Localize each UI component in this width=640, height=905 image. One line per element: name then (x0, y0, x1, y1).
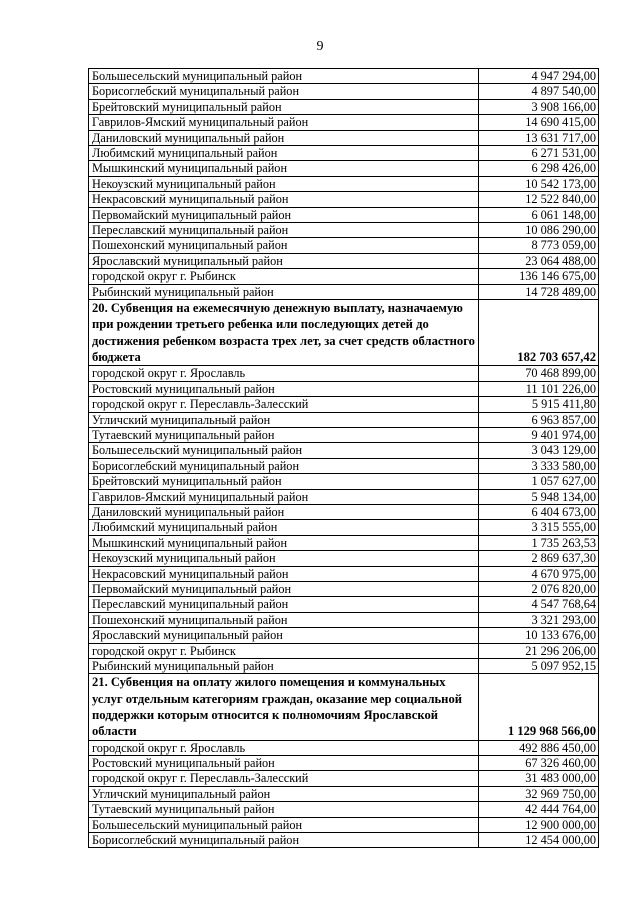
table-row (89, 397, 599, 412)
amount-value: 136 146 675,00 (479, 269, 599, 284)
municipality-name: городской округ г. Рыбинск (89, 643, 479, 658)
table-row (89, 366, 599, 381)
municipality-name: Любимский муниципальный район (89, 520, 479, 535)
amount-value: 14 690 415,00 (479, 115, 599, 130)
amount-value: 10 086 290,00 (479, 223, 599, 238)
municipality-name: Большесельский муниципальный район (89, 817, 479, 832)
amount-value: 23 064 488,00 (479, 253, 599, 268)
table-row (89, 535, 599, 550)
table-row (89, 833, 599, 848)
amount-value: 6 271 531,00 (479, 146, 599, 161)
amount-value: 4 547 768,64 (479, 597, 599, 612)
municipality-name: Тутаевский муниципальный район (89, 427, 479, 442)
amount-value: 10 542 173,00 (479, 176, 599, 191)
table-row (89, 115, 599, 130)
table-row (89, 253, 599, 268)
table-row (89, 427, 599, 442)
municipality-name: Мышкинский муниципальный район (89, 161, 479, 176)
section-title: 20. Субвенция на ежемесячную денежную выплату, назначаемую при рождении третьего ребенка или последующих детей до достижения ребенком возраста трех лет, за счет средств областного бюджета (89, 300, 479, 366)
municipality-name: Ярославский муниципальный район (89, 628, 479, 643)
municipality-name: Первомайский муниципальный район (89, 207, 479, 222)
municipality-name: Некоузский муниципальный район (89, 551, 479, 566)
municipality-name: Даниловский муниципальный район (89, 130, 479, 145)
table-row (89, 443, 599, 458)
municipality-name: Брейтовский муниципальный район (89, 99, 479, 114)
amount-value: 2 869 637,30 (479, 551, 599, 566)
amount-value: 10 133 676,00 (479, 628, 599, 643)
municipality-name: Ярославский муниципальный район (89, 253, 479, 268)
municipality-name: Большесельский муниципальный район (89, 69, 479, 84)
page-number: 9 (316, 39, 324, 54)
amount-value: 3 315 555,00 (479, 520, 599, 535)
table-row (89, 643, 599, 658)
amount-value: 14 728 489,00 (479, 284, 599, 299)
municipality-name: Рыбинский муниципальный район (89, 284, 479, 299)
municipality-name: Переславский муниципальный район (89, 597, 479, 612)
amount-value: 4 947 294,00 (479, 69, 599, 84)
municipality-name: Первомайский муниципальный район (89, 581, 479, 596)
table-row (89, 192, 599, 207)
table-row (89, 381, 599, 396)
table-row (89, 628, 599, 643)
section-heading-row (89, 674, 599, 740)
table-row (89, 597, 599, 612)
table-row (89, 786, 599, 801)
amount-value: 5 915 411,80 (479, 397, 599, 412)
amount-value: 3 908 166,00 (479, 99, 599, 114)
table-row (89, 176, 599, 191)
table-row (89, 84, 599, 99)
amount-value: 5 948 134,00 (479, 489, 599, 504)
amount-value: 3 321 293,00 (479, 612, 599, 627)
municipality-name: городской округ г. Ярославль (89, 740, 479, 755)
table-row (89, 412, 599, 427)
municipality-name: Угличский муниципальный район (89, 786, 479, 801)
municipality-name: Даниловский муниципальный район (89, 504, 479, 519)
amount-value: 12 522 840,00 (479, 192, 599, 207)
municipality-name: Переславский муниципальный район (89, 223, 479, 238)
table-row (89, 458, 599, 473)
table-row (89, 771, 599, 786)
section-title: 21. Субвенция на оплату жилого помещения и коммунальных услуг отдельным категориям граждан, оказание мер социальной поддержки которым относится к полномочиям Ярославской области (89, 674, 479, 740)
municipality-name: Угличский муниципальный район (89, 412, 479, 427)
municipality-name: Ростовский муниципальный район (89, 381, 479, 396)
municipality-name: Некрасовский муниципальный район (89, 192, 479, 207)
municipality-name: Любимский муниципальный район (89, 146, 479, 161)
section-total: 1 129 968 566,00 (479, 674, 599, 740)
table-row (89, 207, 599, 222)
table-row (89, 489, 599, 504)
subvention-table-body (89, 69, 599, 848)
amount-value: 2 076 820,00 (479, 581, 599, 596)
amount-value: 1 057 627,00 (479, 474, 599, 489)
table-row (89, 161, 599, 176)
municipality-name: Рыбинский муниципальный район (89, 659, 479, 674)
table-row (89, 474, 599, 489)
amount-value: 31 483 000,00 (479, 771, 599, 786)
amount-value: 12 454 000,00 (479, 833, 599, 848)
municipality-name: городской округ г. Переславль-Залесский (89, 771, 479, 786)
municipality-name: Тутаевский муниципальный район (89, 802, 479, 817)
municipality-name: городской округ г. Переславль-Залесский (89, 397, 479, 412)
table-row (89, 99, 599, 114)
municipality-name: Мышкинский муниципальный район (89, 535, 479, 550)
amount-value: 6 963 857,00 (479, 412, 599, 427)
table-row (89, 520, 599, 535)
amount-value: 67 326 460,00 (479, 756, 599, 771)
amount-value: 6 061 148,00 (479, 207, 599, 222)
section-total: 182 703 657,42 (479, 300, 599, 366)
table-row (89, 284, 599, 299)
municipality-name: Ростовский муниципальный район (89, 756, 479, 771)
amount-value: 42 444 764,00 (479, 802, 599, 817)
municipality-name: Борисоглебский муниципальный район (89, 833, 479, 848)
table-row (89, 566, 599, 581)
amount-value: 3 043 129,00 (479, 443, 599, 458)
table-row (89, 146, 599, 161)
municipality-name: Гаврилов-Ямский муниципальный район (89, 115, 479, 130)
table-row (89, 581, 599, 596)
amount-value: 3 333 580,00 (479, 458, 599, 473)
table-row (89, 817, 599, 832)
municipality-name: Брейтовский муниципальный район (89, 474, 479, 489)
amount-value: 492 886 450,00 (479, 740, 599, 755)
municipality-name: Некоузский муниципальный район (89, 176, 479, 191)
table-row (89, 223, 599, 238)
municipality-name: Гаврилов-Ямский муниципальный район (89, 489, 479, 504)
municipality-name: Большесельский муниципальный район (89, 443, 479, 458)
table-row (89, 612, 599, 627)
table-row (89, 659, 599, 674)
amount-value: 12 900 000,00 (479, 817, 599, 832)
amount-value: 6 298 426,00 (479, 161, 599, 176)
amount-value: 6 404 673,00 (479, 504, 599, 519)
municipality-name: Пошехонский муниципальный район (89, 612, 479, 627)
amount-value: 13 631 717,00 (479, 130, 599, 145)
municipality-name: Некрасовский муниципальный район (89, 566, 479, 581)
amount-value: 32 969 750,00 (479, 786, 599, 801)
section-heading-row (89, 300, 599, 366)
amount-value: 4 897 540,00 (479, 84, 599, 99)
table-row (89, 269, 599, 284)
table-row (89, 802, 599, 817)
table-row (89, 740, 599, 755)
municipality-name: Борисоглебский муниципальный район (89, 458, 479, 473)
municipality-name: городской округ г. Ярославль (89, 366, 479, 381)
subvention-table (88, 68, 599, 848)
municipality-name: Пошехонский муниципальный район (89, 238, 479, 253)
amount-value: 5 097 952,15 (479, 659, 599, 674)
municipality-name: городской округ г. Рыбинск (89, 269, 479, 284)
amount-value: 9 401 974,00 (479, 427, 599, 442)
amount-value: 11 101 226,00 (479, 381, 599, 396)
amount-value: 4 670 975,00 (479, 566, 599, 581)
table-row (89, 130, 599, 145)
amount-value: 1 735 263,53 (479, 535, 599, 550)
table-row (89, 551, 599, 566)
table-row (89, 238, 599, 253)
table-row (89, 756, 599, 771)
municipality-name: Борисоглебский муниципальный район (89, 84, 479, 99)
amount-value: 21 296 206,00 (479, 643, 599, 658)
table-row (89, 504, 599, 519)
amount-value: 70 468 899,00 (479, 366, 599, 381)
table-row (89, 69, 599, 84)
amount-value: 8 773 059,00 (479, 238, 599, 253)
